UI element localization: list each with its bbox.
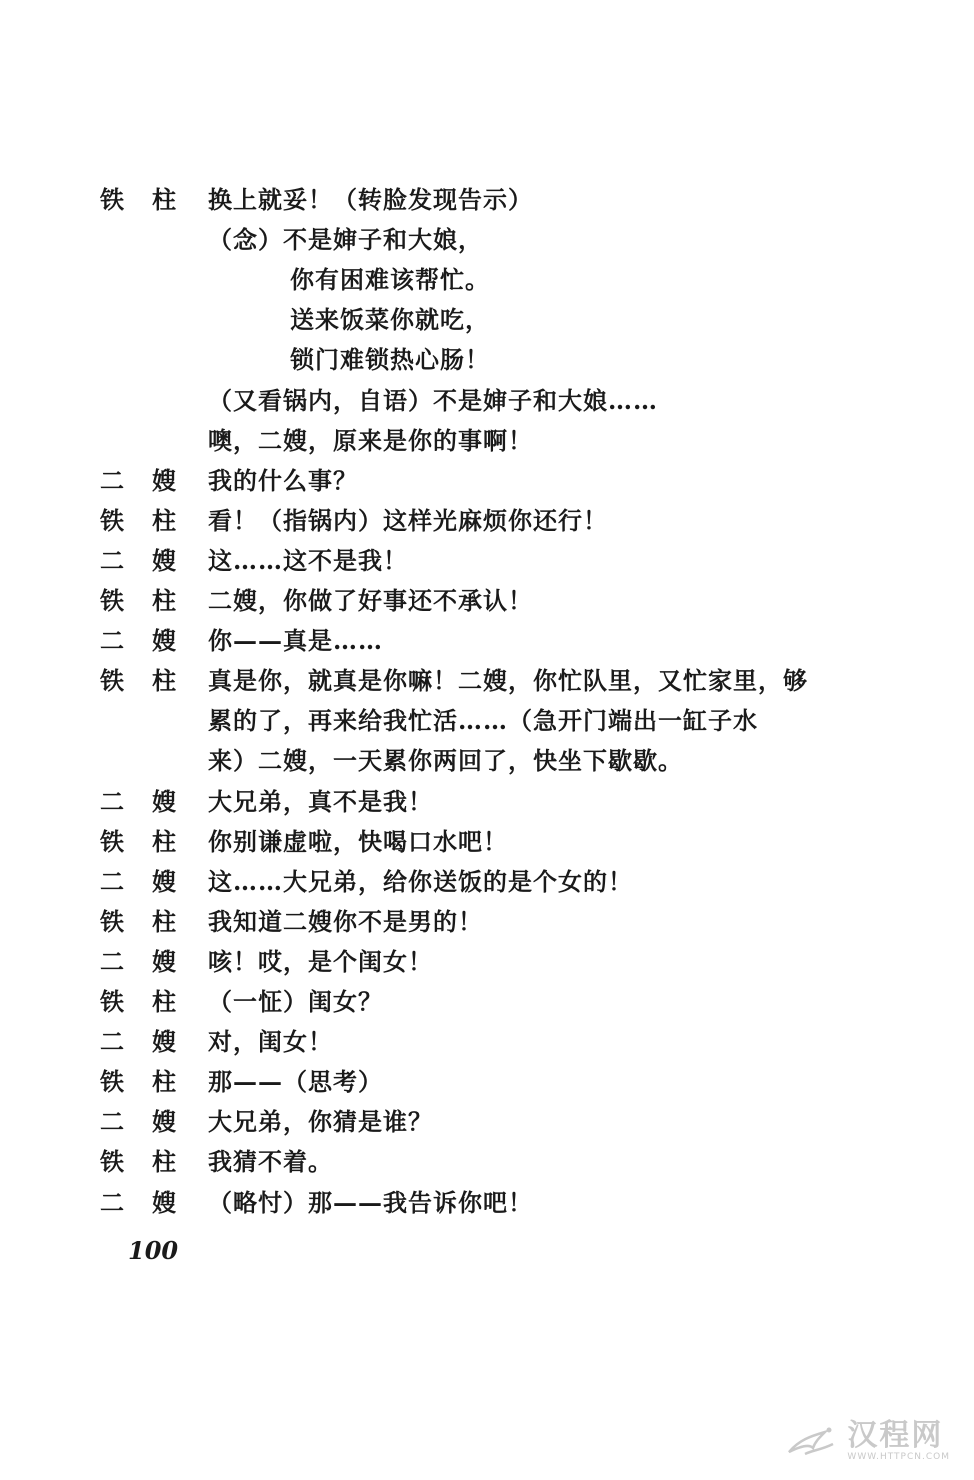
script-line (0, 782, 974, 822)
script-line (0, 1142, 974, 1182)
speaker-name: 二嫂 (100, 465, 204, 495)
speaker-name: 铁柱 (100, 1147, 204, 1177)
speaker-name: 铁柱 (100, 505, 204, 535)
dialogue-text: 那——（思考） (208, 1067, 383, 1097)
script-line (0, 340, 974, 380)
script-line (0, 741, 974, 781)
watermark-title: 汉程网 (847, 1418, 944, 1453)
dialogue-text: 我猜不着。 (208, 1147, 333, 1177)
script-line (0, 1022, 974, 1062)
dialogue-text: 二嫂，你做了好事还不承认！ (208, 586, 533, 615)
dialogue-text: 换上就妥！（转脸发现告示） (208, 185, 533, 214)
dialogue-text: 我知道二嫂你不是男的！ (208, 906, 483, 936)
speaker-name: 二嫂 (100, 946, 204, 976)
dialogue-text: 这……大兄弟，给你送饭的是个女的！ (208, 866, 633, 896)
dialogue-text: 对，闺女！ (208, 1027, 333, 1057)
dialogue-text: 你——真是…… (208, 626, 383, 656)
speaker-name: 二嫂 (100, 626, 204, 656)
dialogue-text: 送来饭菜你就吃， (290, 305, 490, 335)
script-line (0, 461, 974, 501)
script-line (0, 421, 974, 461)
script-line (0, 701, 974, 741)
watermark-url: WWW.HTTPCN.COM (847, 1452, 950, 1462)
page-number: 100 (128, 1236, 179, 1265)
dialogue-text: 累的了，再来给我忙活……（急开门端出一缸子水 (208, 706, 758, 736)
script-line (0, 822, 974, 862)
script-line (0, 661, 974, 701)
script-line (0, 581, 974, 621)
dialogue-text: 咳！哎，是个闺女！ (208, 946, 433, 976)
speaker-name: 二嫂 (100, 1107, 204, 1137)
speaker-name: 铁柱 (100, 1067, 204, 1097)
dialogue-text: 这……这不是我！ (208, 545, 408, 575)
script-line (0, 862, 974, 902)
script-line (0, 501, 974, 541)
script-line (0, 260, 974, 300)
dialogue-text: （念）不是婶子和大娘， (208, 225, 483, 255)
speaker-name: 二嫂 (100, 545, 204, 575)
dialogue-text: 大兄弟，你猜是谁？ (208, 1107, 433, 1137)
script-line (0, 982, 974, 1022)
watermark (785, 1420, 950, 1462)
script-line (0, 381, 974, 421)
speaker-name: 铁柱 (100, 586, 204, 615)
script-line (0, 541, 974, 581)
dialogue-text: 你别谦虚啦，快喝口水吧！ (208, 826, 508, 856)
dialogue-text: 大兄弟，真不是我！ (208, 786, 433, 816)
dialogue-text: 噢，二嫂，原来是你的事啊！ (208, 425, 533, 455)
script-line (0, 1062, 974, 1102)
speaker-name: 二嫂 (100, 1027, 204, 1057)
dialogue-text: （一怔）闺女？ (208, 987, 383, 1016)
dialogue-text: 锁门难锁热心肠！ (290, 345, 490, 375)
dialogue-text: 来）二嫂，一天累你两回了，快坐下歇歇。 (208, 746, 683, 776)
script-line (0, 902, 974, 942)
script-line (0, 300, 974, 340)
speaker-name: 二嫂 (100, 786, 204, 816)
script-line (0, 180, 974, 220)
speaker-name: 铁柱 (100, 987, 204, 1016)
speaker-name: 铁柱 (100, 666, 204, 696)
script-line (0, 942, 974, 982)
dialogue-text: 看！（指锅内）这样光麻烦你还行！ (208, 505, 608, 535)
speaker-name: 铁柱 (100, 826, 204, 856)
dialogue-text: （略忖）那——我告诉你吧！ (208, 1187, 533, 1217)
script-line (0, 1183, 974, 1223)
script-line (0, 1102, 974, 1142)
dialogue-text: 我的什么事？ (208, 465, 358, 495)
script-line (0, 621, 974, 661)
speaker-name: 二嫂 (100, 1187, 204, 1217)
dialogue-text: 你有困难该帮忙。 (290, 265, 490, 295)
dialogue-text: （又看锅内，自语）不是婶子和大娘…… (208, 385, 658, 415)
bird-logo-icon (785, 1422, 841, 1462)
speaker-name: 铁柱 (100, 906, 204, 936)
speaker-name: 二嫂 (100, 866, 204, 896)
speaker-name: 铁柱 (100, 185, 204, 214)
script-line (0, 220, 974, 260)
dialogue-text: 真是你，就真是你嘛！二嫂，你忙队里，又忙家里，够 (208, 666, 808, 696)
